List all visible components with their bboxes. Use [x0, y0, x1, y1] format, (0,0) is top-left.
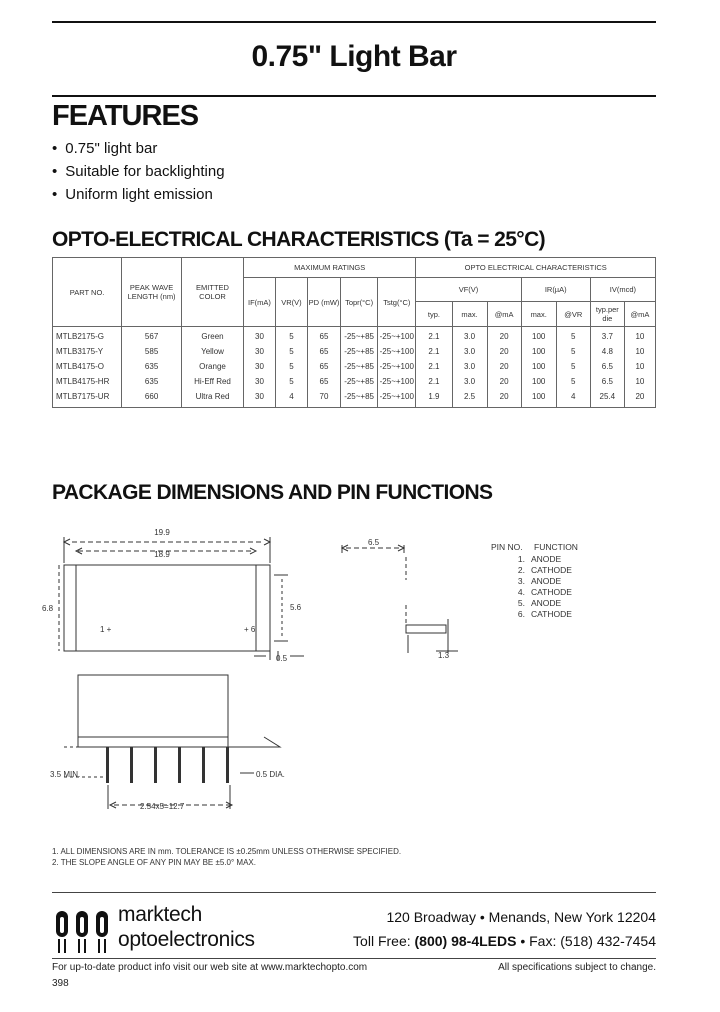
- table-cell: 5: [275, 374, 307, 389]
- th-part: PART NO.: [53, 258, 122, 327]
- package-drawing: [44, 515, 484, 825]
- table-cell: 30: [243, 327, 275, 345]
- table-cell: 6.5: [590, 374, 624, 389]
- table-cell: MTLB3175-Y: [53, 344, 122, 359]
- pin-1-label: 1 +: [100, 625, 112, 634]
- table-cell: 65: [307, 344, 340, 359]
- th-vr: VR(V): [275, 278, 307, 327]
- table-cell: 100: [521, 389, 556, 408]
- table-cell: Yellow: [182, 344, 244, 359]
- page-number: 398: [52, 978, 69, 989]
- pin-6-label: + 6: [244, 625, 256, 634]
- company-name-1: marktech: [118, 903, 202, 926]
- footer-rule: [52, 958, 656, 959]
- table-cell: 5: [556, 359, 590, 374]
- table-cell: 20: [487, 344, 521, 359]
- pin-row: [491, 587, 578, 598]
- th-pd: PD (mW): [307, 278, 340, 327]
- dim-18-9: 18.9: [154, 550, 170, 559]
- table-cell: -25~+85: [341, 359, 378, 374]
- opto-heading: OPTO-ELECTRICAL CHARACTERISTICS (Ta = 25°C): [52, 228, 546, 251]
- title-rule: [52, 95, 656, 97]
- table-cell: 567: [122, 327, 182, 345]
- table-cell: 100: [521, 374, 556, 389]
- pin-function-list: [491, 542, 578, 620]
- feature-item: • Suitable for backlighting: [52, 160, 225, 183]
- table-cell: 2.5: [452, 389, 487, 408]
- th-iv-ma: @mA: [624, 302, 655, 327]
- function-header: FUNCTION: [534, 542, 578, 552]
- table-cell: 20: [487, 374, 521, 389]
- th-opto: OPTO ELECTRICAL CHARACTERISTICS: [416, 258, 656, 278]
- table-cell: Orange: [182, 359, 244, 374]
- th-ir: IR(µA): [521, 278, 590, 302]
- pin-function: CATHODE: [531, 587, 572, 597]
- pin-list-header: [491, 542, 578, 553]
- table-cell: 3.0: [452, 359, 487, 374]
- th-peak: PEAK WAVE LENGTH (nm): [122, 258, 182, 327]
- table-cell: 3.0: [452, 344, 487, 359]
- table-cell: -25~+100: [378, 359, 416, 374]
- dim-5-6: 5.6: [290, 603, 302, 612]
- table-cell: -25~+85: [341, 389, 378, 408]
- page-title: 0.75" Light Bar: [251, 40, 457, 73]
- website-note: For up-to-date product info visit our web site at www.marktechopto.com: [52, 962, 368, 973]
- th-vf-max: max.: [452, 302, 487, 327]
- table-cell: 100: [521, 344, 556, 359]
- pin-row: [491, 576, 578, 587]
- dim-pitch: 2.54x5=12.7: [140, 802, 185, 811]
- pin-number: 2.: [517, 565, 525, 575]
- note-2: 2. THE SLOPE ANGLE OF ANY PIN MAY BE ±5.0° MAX.: [52, 858, 256, 867]
- pin-number: 3.: [517, 576, 525, 586]
- table-cell: 20: [487, 327, 521, 345]
- dimension-notes: [52, 846, 401, 868]
- th-iv-typ: typ.per die: [590, 302, 624, 327]
- pin-number: 4.: [517, 587, 525, 597]
- table-cell: Hi-Eff Red: [182, 374, 244, 389]
- table-cell: -25~+100: [378, 327, 416, 345]
- table-cell: 65: [307, 374, 340, 389]
- th-ir-max: max.: [521, 302, 556, 327]
- opto-table: [52, 257, 656, 408]
- table-row: [53, 374, 656, 389]
- table-cell: 10: [624, 344, 655, 359]
- dim-0-5-dia: 0.5 DIA.: [256, 770, 285, 779]
- table-cell: 660: [122, 389, 182, 408]
- table-cell: 70: [307, 389, 340, 408]
- pin-row: [491, 598, 578, 609]
- table-cell: 10: [624, 327, 655, 345]
- table-cell: 65: [307, 359, 340, 374]
- table-cell: 2.1: [416, 359, 452, 374]
- table-cell: 3.7: [590, 327, 624, 345]
- company-address: 120 Broadway • Menands, New York 12204: [386, 909, 656, 925]
- feature-item: • Uniform light emission: [52, 183, 225, 206]
- table-cell: MTLB4175-HR: [53, 374, 122, 389]
- pin-number: 5.: [517, 598, 525, 608]
- th-vf-ma: @mA: [487, 302, 521, 327]
- pin-function: ANODE: [531, 554, 562, 564]
- table-row: [53, 344, 656, 359]
- dim-3-5-min: 3.5 MIN.: [50, 770, 81, 779]
- company-logo: [54, 903, 114, 955]
- table-cell: -25~+100: [378, 389, 416, 408]
- pin-function: CATHODE: [531, 609, 572, 619]
- note-1: 1. ALL DIMENSIONS ARE IN mm. TOLERANCE IS ±0.25mm UNLESS OTHERWISE SPECIFIED.: [52, 847, 402, 856]
- table-cell: 20: [624, 389, 655, 408]
- table-row: [53, 359, 656, 374]
- table-cell: 30: [243, 359, 275, 374]
- table-cell: Green: [182, 327, 244, 345]
- table-cell: 5: [556, 374, 590, 389]
- table-cell: 4: [275, 389, 307, 408]
- table-cell: 635: [122, 359, 182, 374]
- th-topr: Topr(°C): [341, 278, 378, 327]
- th-vf-typ: typ.: [416, 302, 452, 327]
- pin-function: ANODE: [531, 576, 562, 586]
- th-if: IF(mA): [243, 278, 275, 327]
- table-cell: -25~+100: [378, 374, 416, 389]
- top-rule: [52, 21, 656, 23]
- table-cell: 4.8: [590, 344, 624, 359]
- dim-1-3: 1.3: [438, 651, 450, 660]
- table-cell: 65: [307, 327, 340, 345]
- pin-number: 6.: [517, 609, 525, 619]
- th-ir-vr: @VR: [556, 302, 590, 327]
- table-cell: Ultra Red: [182, 389, 244, 408]
- table-cell: 10: [624, 374, 655, 389]
- features-list: [52, 137, 225, 206]
- table-cell: 2.1: [416, 327, 452, 345]
- pin-function: CATHODE: [531, 565, 572, 575]
- table-cell: -25~+100: [378, 344, 416, 359]
- table-row: [53, 327, 656, 345]
- table-cell: 5: [275, 327, 307, 345]
- pin-row: [491, 565, 578, 576]
- pin-number: 1.: [517, 554, 525, 564]
- table-cell: MTLB2175-G: [53, 327, 122, 345]
- th-tstg: Tstg(°C): [378, 278, 416, 327]
- dim-6-8: 6.8: [42, 604, 54, 613]
- pin-function: ANODE: [531, 598, 562, 608]
- pin-row: [491, 609, 578, 620]
- table-cell: 5: [556, 327, 590, 345]
- company-rule: [52, 892, 656, 893]
- table-cell: 30: [243, 374, 275, 389]
- table-cell: 3.0: [452, 327, 487, 345]
- table-cell: 20: [487, 359, 521, 374]
- spec-disclaimer: All specifications subject to change.: [498, 962, 656, 973]
- table-cell: 10: [624, 359, 655, 374]
- dim-0-5: 0.5: [276, 654, 288, 663]
- toll-free-label: Toll Free:: [353, 933, 411, 949]
- toll-free-number: (800) 98-4LEDS: [414, 933, 517, 949]
- table-cell: 1.9: [416, 389, 452, 408]
- company-name-2: optoelectronics: [118, 928, 255, 951]
- th-vf: VF(V): [416, 278, 521, 302]
- table-cell: MTLB7175-UR: [53, 389, 122, 408]
- table-cell: 2.1: [416, 374, 452, 389]
- dim-6-5: 6.5: [368, 538, 380, 547]
- table-cell: 5: [275, 359, 307, 374]
- table-cell: 100: [521, 359, 556, 374]
- package-heading: PACKAGE DIMENSIONS AND PIN FUNCTIONS: [52, 481, 493, 504]
- table-cell: 585: [122, 344, 182, 359]
- table-cell: 30: [243, 389, 275, 408]
- table-cell: 30: [243, 344, 275, 359]
- table-cell: 6.5: [590, 359, 624, 374]
- table-cell: -25~+85: [341, 327, 378, 345]
- table-cell: -25~+85: [341, 374, 378, 389]
- features-heading: FEATURES: [52, 100, 199, 132]
- feature-item: • 0.75" light bar: [52, 137, 225, 160]
- th-color: EMITTED COLOR: [182, 258, 244, 327]
- table-cell: 100: [521, 327, 556, 345]
- table-row: [53, 389, 656, 408]
- table-cell: 5: [275, 344, 307, 359]
- pin-no-header: PIN NO.: [491, 542, 523, 552]
- table-cell: 20: [487, 389, 521, 408]
- company-contact: [353, 933, 656, 949]
- table-cell: 3.0: [452, 374, 487, 389]
- table-cell: 4: [556, 389, 590, 408]
- fax-number: • Fax: (518) 432-7454: [520, 933, 656, 949]
- th-iv: IV(mcd): [590, 278, 655, 302]
- table-cell: 5: [556, 344, 590, 359]
- table-cell: 635: [122, 374, 182, 389]
- table-cell: 2.1: [416, 344, 452, 359]
- table-cell: -25~+85: [341, 344, 378, 359]
- table-cell: MTLB4175-O: [53, 359, 122, 374]
- table-cell: 25.4: [590, 389, 624, 408]
- dim-19-9: 19.9: [154, 528, 170, 537]
- pin-row: [491, 554, 578, 565]
- th-max-ratings: MAXIMUM RATINGS: [243, 258, 415, 278]
